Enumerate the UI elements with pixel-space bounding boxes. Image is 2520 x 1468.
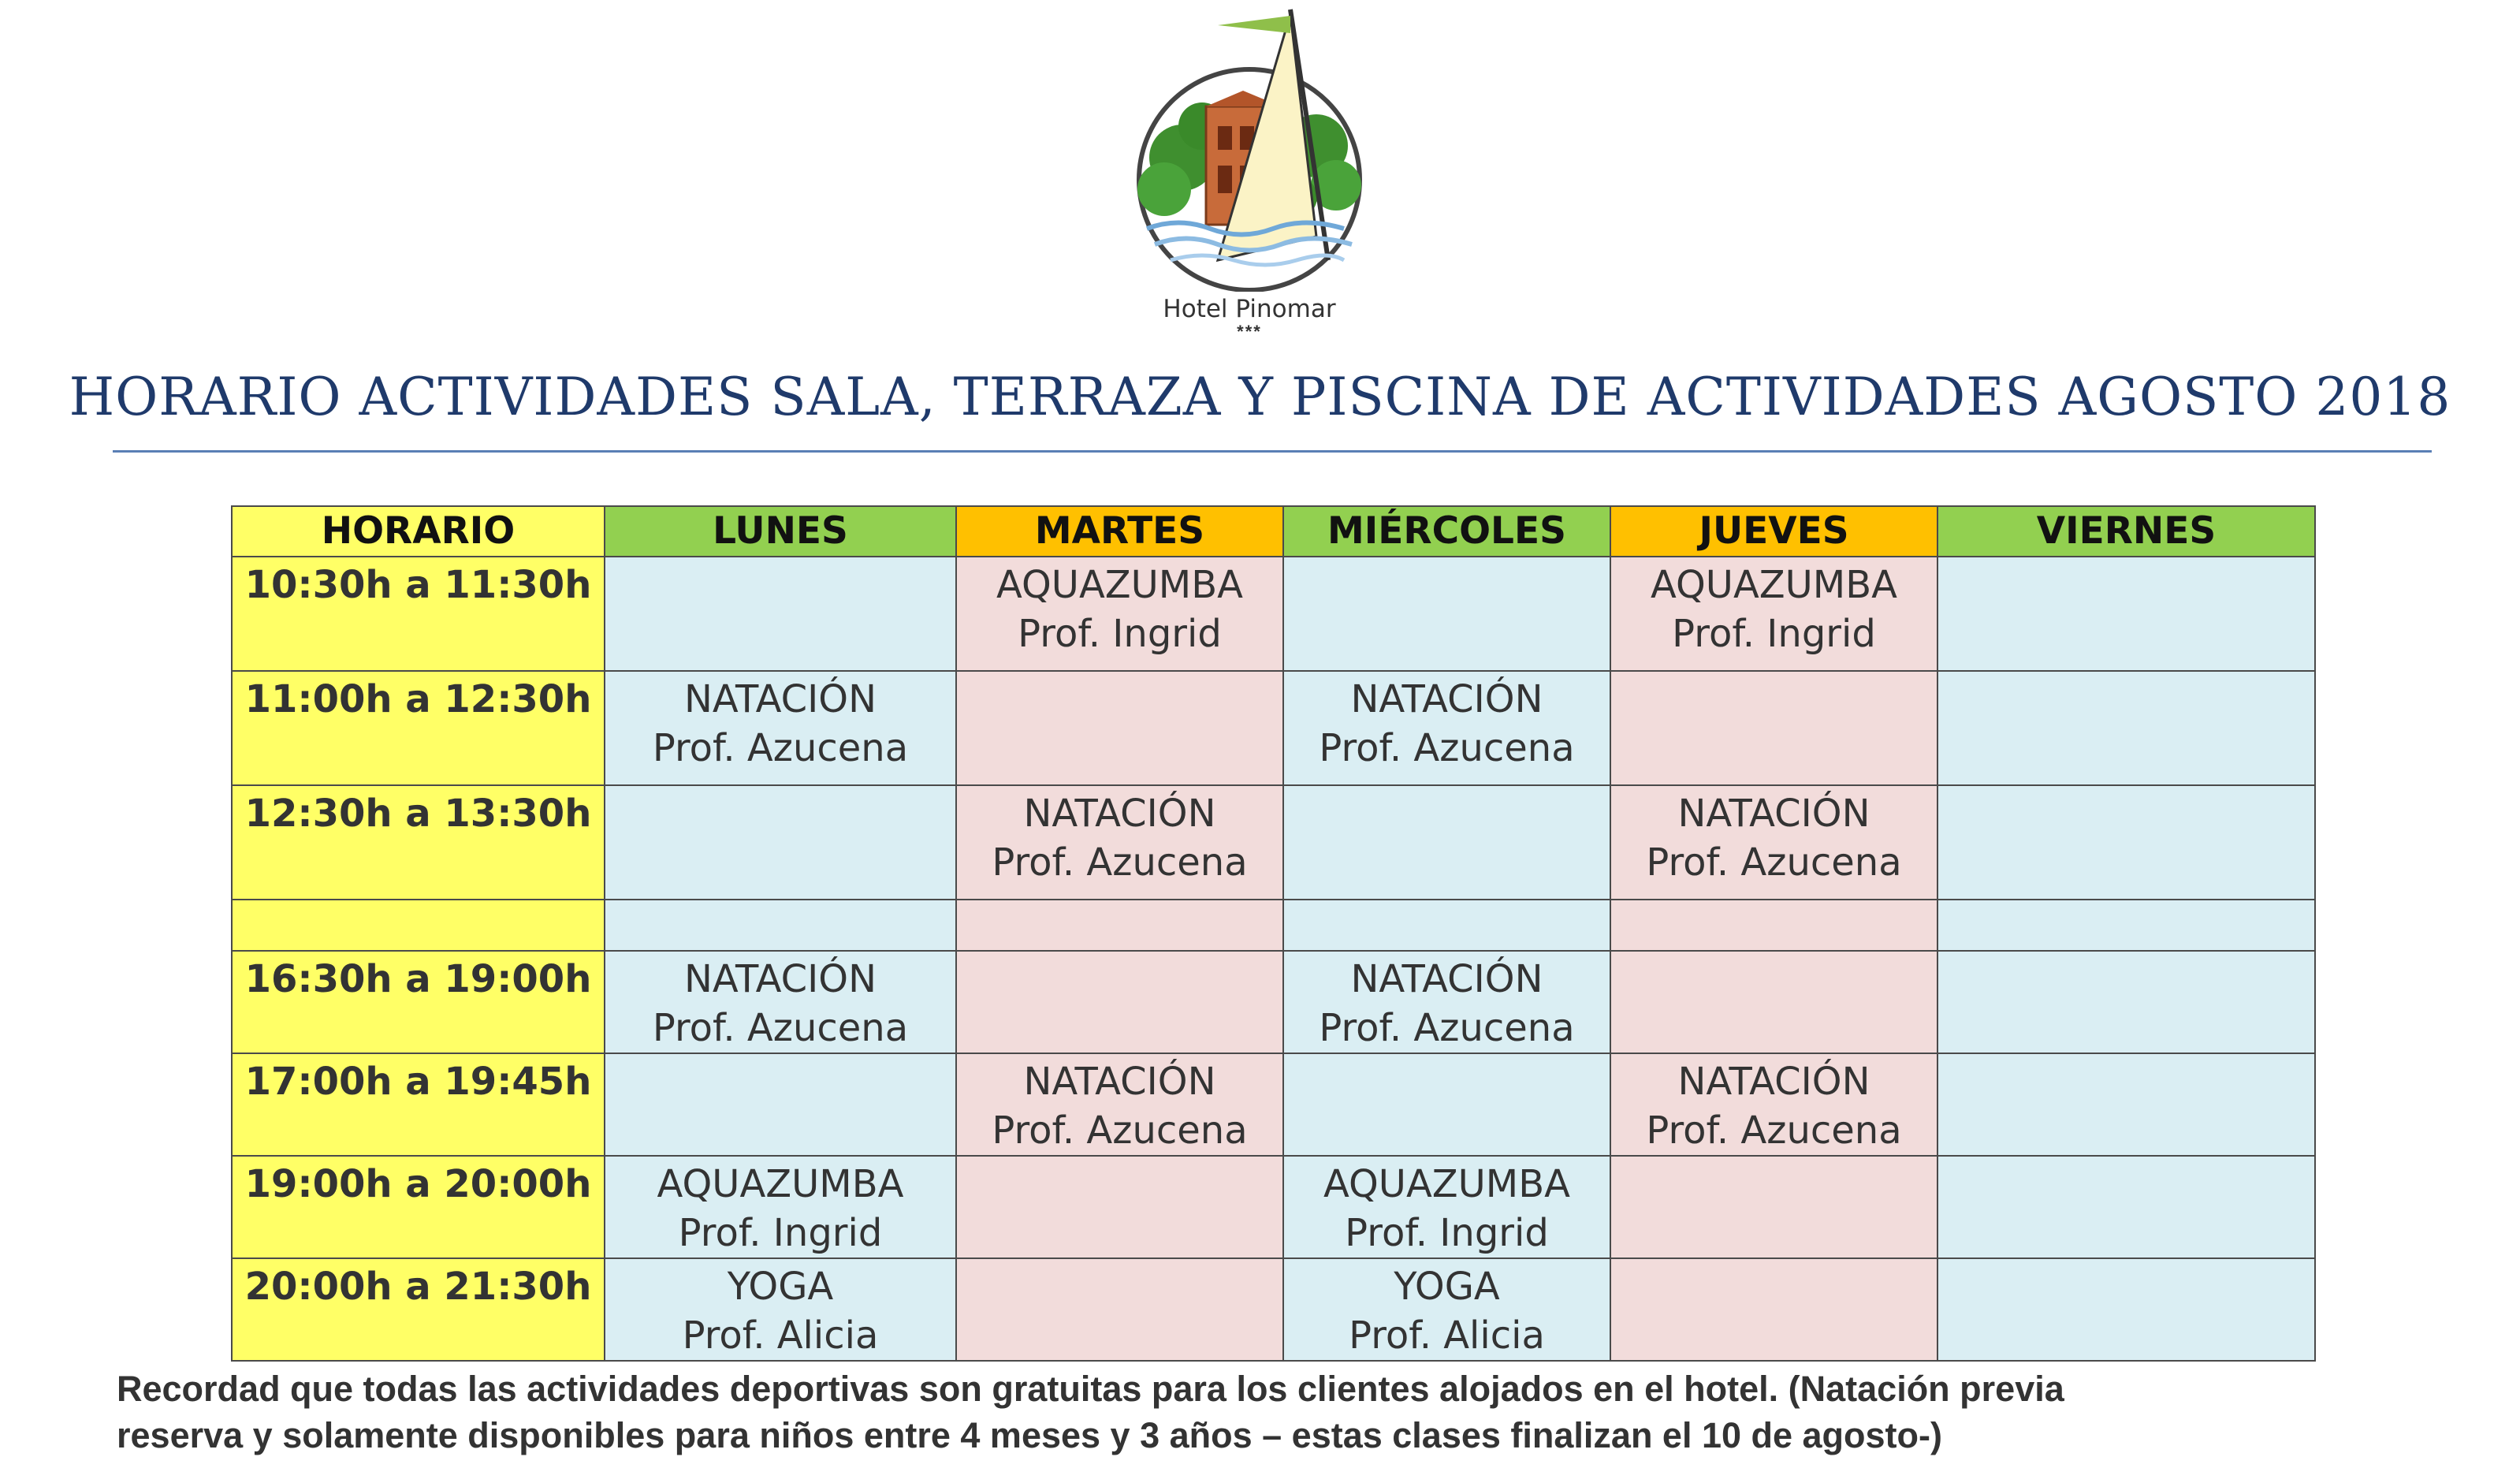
cell-lunes — [605, 671, 956, 785]
cell-martes — [956, 1258, 1283, 1361]
cell-viernes — [1937, 1053, 2315, 1156]
header-horario: HORARIO — [232, 506, 605, 557]
cell-viernes — [1937, 671, 2315, 785]
cell-lunes — [605, 785, 956, 900]
teacher-name: Prof. Azucena — [652, 1006, 909, 1050]
footer-note-line-1: Recordad que todas las actividades deportivas son gratuitas para los clientes alojados en el hotel. (Natación previa — [117, 1369, 2064, 1409]
header-lunes: LUNES — [605, 506, 956, 557]
footer-note — [117, 1366, 2450, 1459]
cell-jueves — [1610, 785, 1937, 900]
teacher-name: Prof. Ingrid — [678, 1211, 883, 1255]
cell-martes — [956, 1156, 1283, 1258]
cell-jueves — [1610, 671, 1937, 785]
time-slot: 10:30h a 11:30h — [232, 557, 605, 671]
activity-name: NATACIÓN — [1677, 1060, 1870, 1104]
teacher-name: Prof. Alicia — [682, 1313, 879, 1358]
cell-jueves — [1610, 1156, 1937, 1258]
cell-viernes — [1937, 557, 2315, 671]
activity-name: AQUAZUMBA — [1651, 563, 1897, 607]
activity-name: NATACIÓN — [684, 677, 877, 721]
cell-lunes — [605, 1156, 956, 1258]
cell-viernes — [1937, 951, 2315, 1053]
teacher-name: Prof. Alicia — [1349, 1313, 1545, 1358]
teacher-name: Prof. Azucena — [652, 726, 909, 770]
table-row — [232, 1156, 2315, 1258]
table-row — [232, 671, 2315, 785]
teacher-name: Prof. Ingrid — [1672, 612, 1876, 656]
hotel-logo-stars: *** — [1237, 322, 1262, 341]
teacher-name: Prof. Azucena — [1319, 726, 1575, 770]
cell-jueves — [1610, 951, 1937, 1053]
table-header-row — [232, 506, 2315, 557]
cell-miercoles — [1283, 1053, 1610, 1156]
cell-miercoles — [1283, 1258, 1610, 1361]
time-slot: 20:00h a 21:30h — [232, 1258, 605, 1361]
activity-name: NATACIÓN — [1350, 677, 1543, 721]
cell-martes — [956, 671, 1283, 785]
table-row — [232, 951, 2315, 1053]
teacher-name: Prof. Ingrid — [1345, 1211, 1549, 1255]
cell-martes — [956, 785, 1283, 900]
teacher-name: Prof. Azucena — [992, 840, 1248, 885]
cell-miercoles — [1283, 900, 1610, 951]
table-row — [232, 785, 2315, 900]
title-divider — [113, 450, 2432, 453]
activity-name: NATACIÓN — [684, 957, 877, 1001]
cell-jueves — [1610, 1258, 1937, 1361]
table-row — [232, 1258, 2315, 1361]
footer-note-line-2: reserva y solamente disponibles para niños entre 4 meses y 3 años – estas clases finalizan el 10 de agosto-) — [117, 1415, 1943, 1455]
cell-lunes — [605, 951, 956, 1053]
activity-name: NATACIÓN — [1677, 792, 1870, 836]
cell-miercoles — [1283, 785, 1610, 900]
hotel-logo — [1092, 0, 1407, 355]
table-row — [232, 557, 2315, 671]
teacher-name: Prof. Azucena — [1646, 1108, 1902, 1153]
cell-viernes — [1937, 1156, 2315, 1258]
cell-martes — [956, 951, 1283, 1053]
cell-martes — [956, 1053, 1283, 1156]
header-miercoles: MIÉRCOLES — [1283, 506, 1610, 557]
cell-lunes — [605, 1258, 956, 1361]
cell-viernes — [1937, 900, 2315, 951]
schedule-table — [231, 505, 2316, 1362]
cell-lunes — [605, 557, 956, 671]
activity-name: NATACIÓN — [1023, 1060, 1216, 1104]
activity-name: NATACIÓN — [1023, 792, 1216, 836]
hotel-logo-emblem — [1092, 0, 1407, 292]
cell-lunes — [605, 900, 956, 951]
table-row-empty — [232, 900, 2315, 951]
activity-name: YOGA — [1394, 1265, 1500, 1309]
cell-miercoles — [1283, 1156, 1610, 1258]
activity-name: AQUAZUMBA — [996, 563, 1243, 607]
cell-miercoles — [1283, 557, 1610, 671]
header-martes: MARTES — [956, 506, 1283, 557]
time-slot: 11:00h a 12:30h — [232, 671, 605, 785]
cell-jueves — [1610, 1053, 1937, 1156]
time-slot: 17:00h a 19:45h — [232, 1053, 605, 1156]
activity-name: NATACIÓN — [1350, 957, 1543, 1001]
cell-viernes — [1937, 785, 2315, 900]
time-slot: 12:30h a 13:30h — [232, 785, 605, 900]
cell-miercoles — [1283, 951, 1610, 1053]
cell-jueves — [1610, 557, 1937, 671]
activity-name: YOGA — [727, 1265, 834, 1309]
activity-name: AQUAZUMBA — [657, 1162, 904, 1206]
cell-martes — [956, 557, 1283, 671]
cell-jueves — [1610, 900, 1937, 951]
teacher-name: Prof. Azucena — [1319, 1006, 1575, 1050]
cell-viernes — [1937, 1258, 2315, 1361]
time-slot: 19:00h a 20:00h — [232, 1156, 605, 1258]
hotel-logo-name: Hotel Pinomar — [1163, 295, 1336, 323]
cell-martes — [956, 900, 1283, 951]
document-title: HORARIO ACTIVIDADES SALA, TERRAZA Y PISCINA DE ACTIVIDADES AGOSTO 2018 — [69, 367, 2451, 427]
time-slot — [232, 900, 605, 951]
table-row — [232, 1053, 2315, 1156]
teacher-name: Prof. Azucena — [1646, 840, 1902, 885]
activity-name: AQUAZUMBA — [1323, 1162, 1570, 1206]
teacher-name: Prof. Azucena — [992, 1108, 1248, 1153]
teacher-name: Prof. Ingrid — [1018, 612, 1222, 656]
cell-miercoles — [1283, 671, 1610, 785]
cell-lunes — [605, 1053, 956, 1156]
time-slot: 16:30h a 19:00h — [232, 951, 605, 1053]
header-viernes: VIERNES — [1937, 506, 2315, 557]
header-jueves: JUEVES — [1610, 506, 1937, 557]
